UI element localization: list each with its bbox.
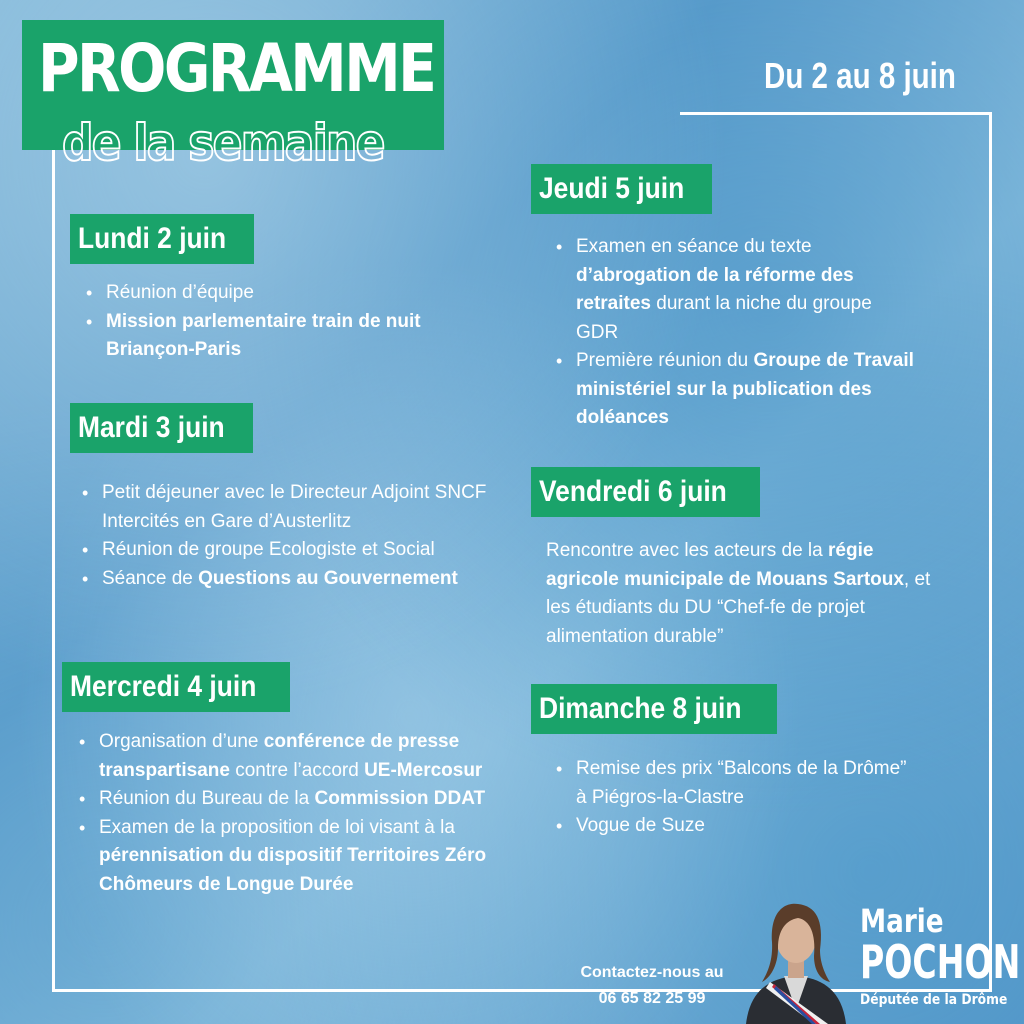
date-range: Du 2 au 8 juin xyxy=(764,55,956,96)
list-item xyxy=(77,814,547,900)
list-lundi xyxy=(84,279,444,365)
bold-text: pérennisation du dispositif Territoires Zéro Chômeurs de Longue Durée xyxy=(99,845,487,895)
signature-role: Députée de la Drôme xyxy=(860,992,1008,1008)
signature-first-name: Marie xyxy=(860,902,944,940)
bold-text: régie agricole municipale de Mouans Sartoux xyxy=(546,540,904,590)
text: Première réunion du xyxy=(576,350,754,371)
text: Vogue de Suze xyxy=(576,815,705,836)
portrait-photo xyxy=(740,890,852,1024)
text: Rencontre avec les acteurs de la xyxy=(546,540,828,561)
day-label-jeudi: Jeudi 5 juin xyxy=(531,164,712,214)
text: Examen en séance du texte xyxy=(576,236,812,257)
list-item xyxy=(77,785,547,814)
list-item xyxy=(80,479,510,536)
list-item xyxy=(80,565,510,594)
list-jeudi xyxy=(554,233,914,433)
text: Réunion de groupe Ecologiste et Social xyxy=(102,539,435,560)
text: Réunion du Bureau de la xyxy=(99,788,315,809)
bold-text: UE-Mercosur xyxy=(364,759,483,781)
list-item xyxy=(554,233,914,347)
bold-text: Commission DDAT xyxy=(314,788,486,809)
list-item xyxy=(84,279,444,308)
text: Remise des prix “Balcons de la Drôme” à Piégros-la-Clastre xyxy=(576,758,907,808)
bold-text: d’abrogation de la réforme des retraites xyxy=(576,264,854,314)
day-label-lundi: Lundi 2 juin xyxy=(70,214,254,264)
paragraph-vendredi xyxy=(546,537,936,651)
page-subtitle: de la semaine xyxy=(62,114,384,172)
text: , et les étudiants du DU “Chef-fe de projet alimentation durable” xyxy=(546,568,931,647)
day-label-vendredi: Vendredi 6 juin xyxy=(531,467,760,517)
text: Réunion d’équipe xyxy=(106,282,254,303)
list-dimanche xyxy=(554,755,914,841)
text: Organisation d’une xyxy=(99,731,264,752)
list-mardi xyxy=(80,479,510,593)
bold-text: Mission parlementaire train de nuit Briançon-Paris xyxy=(106,310,421,360)
day-label-mercredi: Mercredi 4 juin xyxy=(62,662,290,712)
list-item xyxy=(80,536,510,565)
list-item xyxy=(554,755,914,812)
text: contre l’accord xyxy=(229,759,365,781)
list-item xyxy=(554,347,914,433)
text: Examen de la proposition de loi visant à la xyxy=(99,816,455,838)
signature-last-name: POCHON xyxy=(860,935,1021,989)
signature-block xyxy=(860,902,1024,1008)
bold-text: conférence de presse transpartisane xyxy=(99,731,460,781)
text: durant la niche du groupe GDR xyxy=(576,293,872,343)
contact-block xyxy=(566,960,738,1012)
list-item xyxy=(84,308,444,365)
list-mercredi xyxy=(77,728,547,899)
list-item xyxy=(77,728,547,785)
day-label-dimanche: Dimanche 8 juin xyxy=(531,684,777,734)
contact-phone[interactable]: 06 65 82 25 99 xyxy=(598,990,706,1007)
bold-text: Questions au Gouvernement xyxy=(198,567,458,589)
day-label-mardi: Mardi 3 juin xyxy=(70,403,253,453)
page-title: PROGRAMME xyxy=(38,30,435,107)
contact-label: Contactez-nous au xyxy=(580,964,724,981)
text: Petit déjeuner avec le Directeur Adjoint SNCF Intercités en Gare d’Austerlitz xyxy=(102,482,487,532)
list-item xyxy=(554,812,914,841)
text: Séance de xyxy=(102,567,199,589)
bold-text: Groupe de Travail ministériel sur la publication des doléances xyxy=(576,350,914,428)
